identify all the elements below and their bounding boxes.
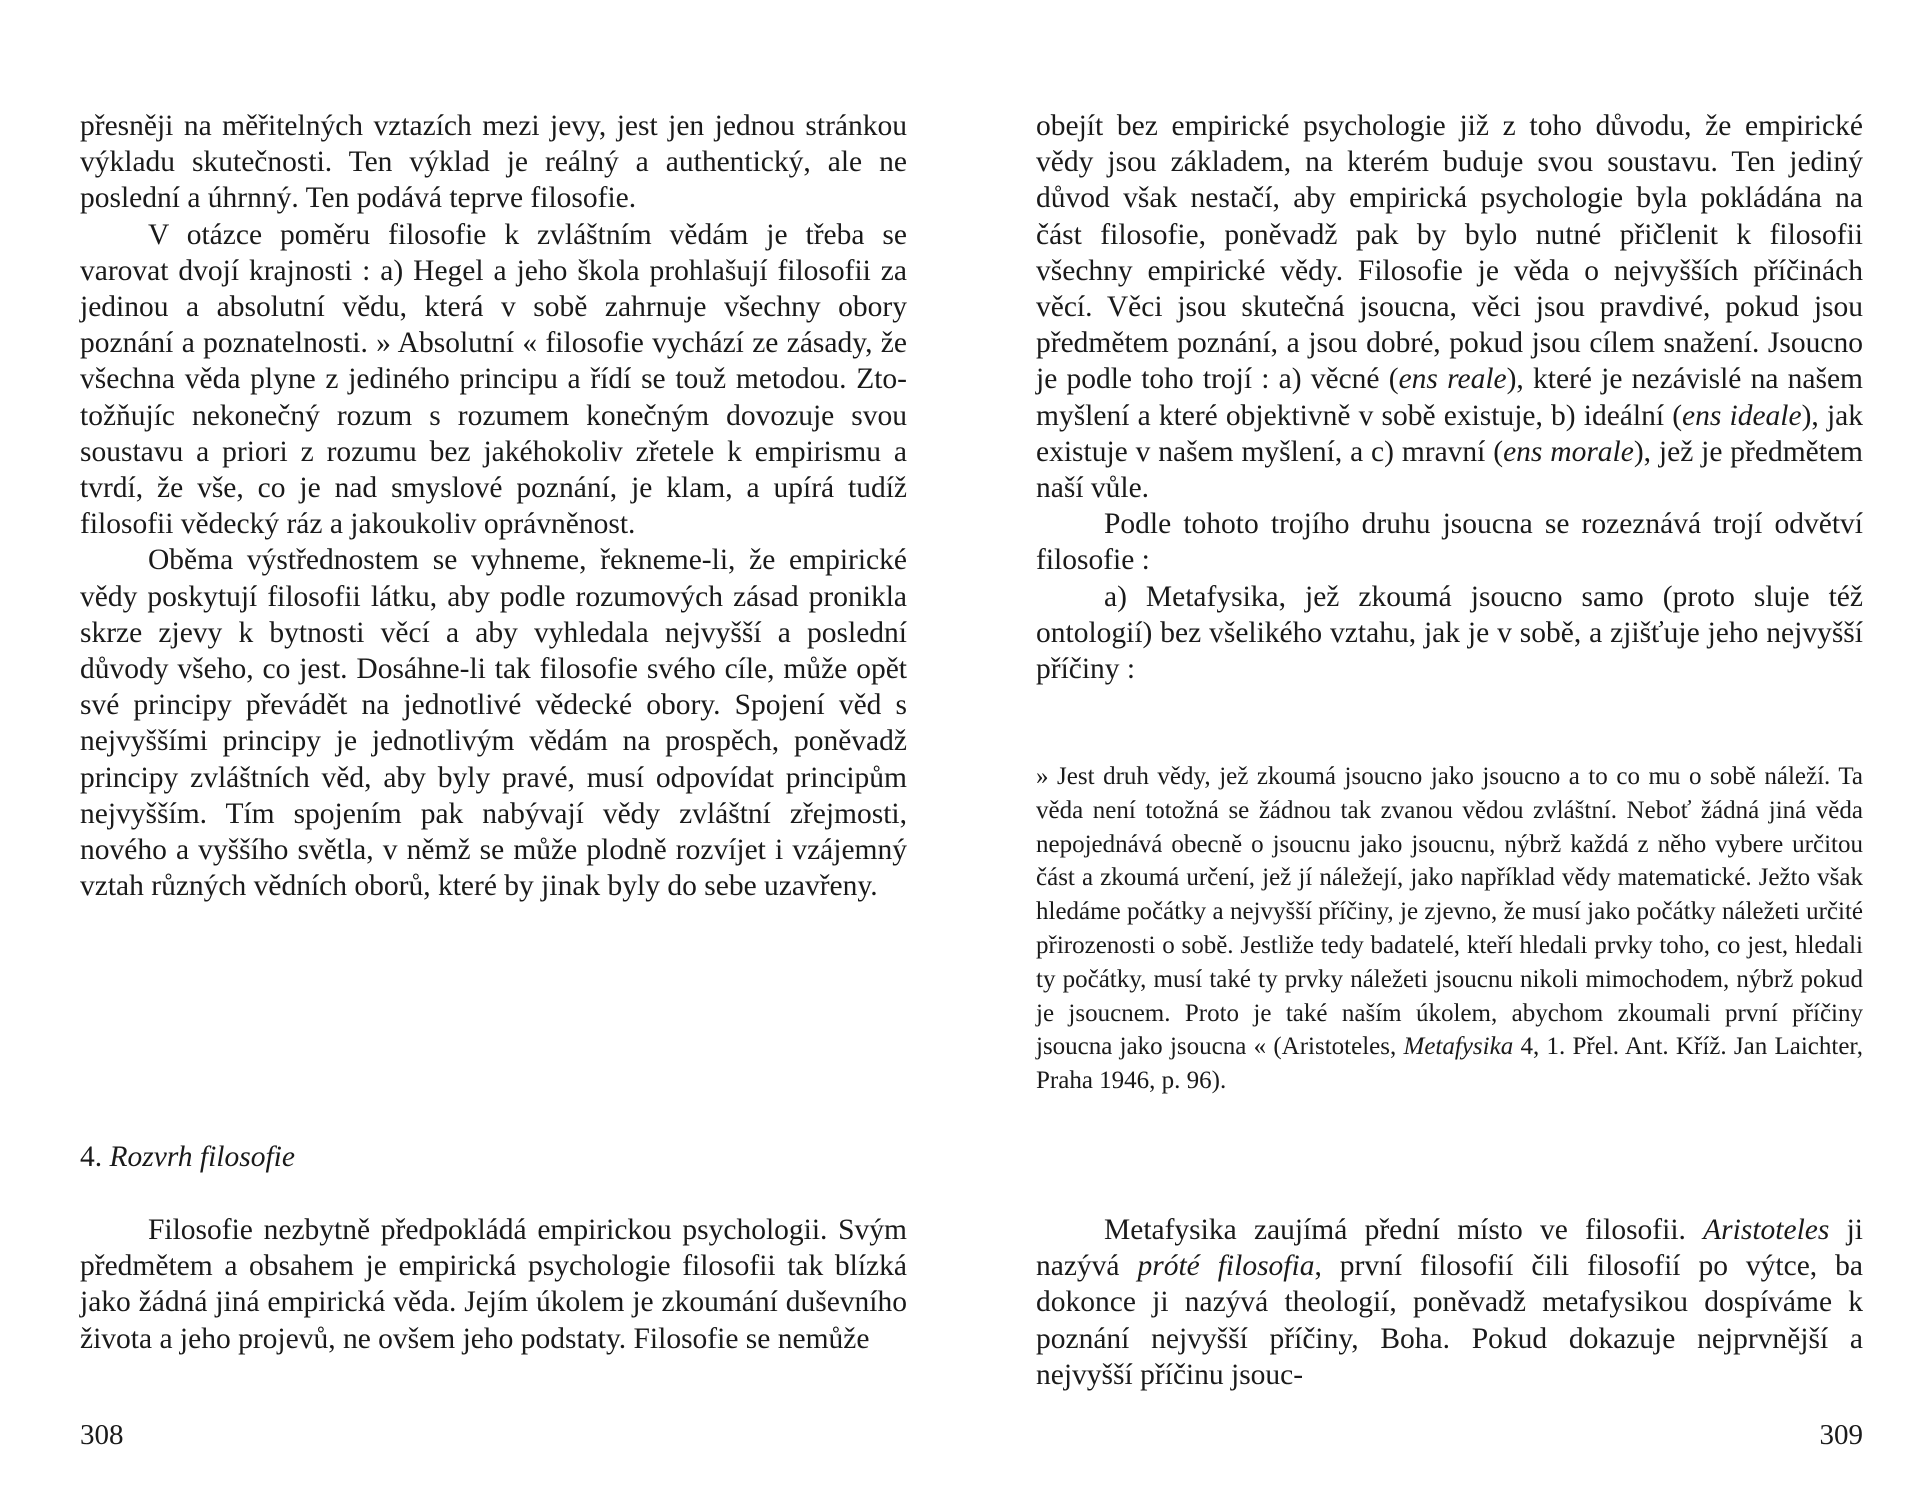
left-body-bottom <box>80 1212 907 1357</box>
text-run: ), jak existuje v našem myšlení, a c) mravní ( <box>1036 399 1863 468</box>
cited-title: Metafysika <box>1403 1033 1514 1061</box>
quote-text <box>1036 760 1863 1098</box>
right-body-top <box>1036 108 1863 687</box>
paragraph: a) Metafysika, jež zkoumá jsoucno samo (proto sluje též ontologií) bez všelikého vztahu, jak je v sobě, a zjišťuje jeho nejvyšší příčiny : <box>1036 580 1863 686</box>
text-run: ), jež je předmětem naší vůle. <box>1036 435 1863 505</box>
right-body-bottom <box>1036 1212 1863 1393</box>
text-run: » Jest druh vědy, jež zkoumá jsoucno jako jsoucno a to co mu o sobě náleží. Ta věda není totožná se žádnou tak zvanou vědou zvláštní. Neboť žádná jiná věda nepojednává obecně o jsoucnu jako jsoucnu, nýbrž každá z něho vybere určitou část a zkoumá určení, jež jí náležejí, jako například vědy matematické. Ježto však hledáme počátky a nejvyšší příčiny, je zjevno, že musí jako počátky náležeti určité přirozenosti o sobě. Jestliže tedy badatelé, kteří hledali prvky toho, co jest, hledali ty počátky, musí také ty prvky náležeti jsoucnu nikoli mimochodem, nýbrž pokud je jsoucnem. Proto je také naším úkolem, abychom zkoumali první příčiny jsoucna jako jsoucna « (Aristoteles, <box>1036 763 1863 1061</box>
text-run: obejít bez empirické psychologie již z toho důvodu, že empirické vědy jsou základem, na kterém buduje svou soustavu. Ten jediný důvod však nestačí, aby empirická psychologie byla pokládána na část filosofie, poněvadž pak by bylo nutné přičlenit k filosofii všechny empirické vědy. Filosofie je věda o nejvyšších příčinách věcí. Věci jsou skutečná jsoucna, věci jsou pravdivé, pokud jsou předmětem poznání, a jsou dobré, pokud jsou cílem snažení. Jsoucno je podle toho trojí : a) věcné ( <box>1036 110 1863 396</box>
block-quote <box>1036 760 1863 1098</box>
left-page <box>80 0 907 1500</box>
greek-term: próté filosofia <box>1137 1250 1315 1283</box>
section-number: 4. <box>80 1141 103 1173</box>
paragraph <box>1036 1212 1863 1393</box>
section-title: Rozvrh filosofie <box>109 1141 295 1173</box>
text-run: , první filosofií čili filosofií po výtce, ba dokonce ji nazývá theologií, poněvadž metafysikou dospíváme k poznání nejvyšší příčiny, Boha. Pokud dokazuje nejprvnější a nejvyšší příčinu jsouc- <box>1036 1250 1863 1391</box>
text-run: 4, 1. Přel. Ant. Kříž. Jan Laichter, Praha 1946, p. 96). <box>1036 1033 1863 1095</box>
text-run: ), které je nezávislé na našem myšlení a které objektivně v sobě existuje, b) ideální ( <box>1036 363 1864 432</box>
paragraph: Filosofie nezbytně předpokládá empirickou psychologii. Svým předmětem a obsahem je empirická psychologie filosofii tak blízká jako žádná jiná empirická věda. Jejím úkolem je zkoumání duševního života a jeho projevů, ne ovšem jeho podstaty. Filosofie se nemůže <box>80 1214 907 1355</box>
latin-term: ens ideale <box>1682 399 1802 432</box>
paragraph: přesněji na měřitelných vztazích mezi jevy, jest jen jednou stránkou výkladu skutečnosti. Ten výklad je reálný a authentický, ale ne poslední a úhrnný. Ten podává teprve filosofie. <box>80 110 907 215</box>
left-body-top <box>80 108 907 904</box>
paragraph: V otázce poměru filosofie k zvláštním vědám je třeba se varovat dvojí krajnosti : a) Hegel a jeho škola prohlašují filosofii za jedinou a absolutní vědu, která v sobě zahrnuje všechny obory poznání a poznatelnosti. » Absolutní « filosofie vychází ze zásady, že všechna věda plyne z jediného principu a řídí se touž metodou. Ztotožňujíc nekonečný rozum s rozumem konečným dovozuje svou soustavu a priori z rozumu bez jakéhokoliv zřetele k empirismu a tvrdí, že vše, co je nad smyslové poznání, je klam, a upírá tudíž filosofii vědecký ráz a jakoukoliv oprávněnost. <box>80 218 907 541</box>
latin-term: ens morale <box>1503 435 1634 468</box>
paragraph: Podle tohoto trojího druhu jsoucna se rozeznává trojí odvětví filosofie : <box>1036 508 1863 577</box>
page-number-right: 309 <box>1819 1419 1863 1451</box>
text-run: Metafysika zaujímá přední místo ve filosofii. <box>1104 1214 1704 1246</box>
text-run: ji nazývá <box>1036 1214 1863 1283</box>
page-number-left: 308 <box>80 1419 124 1451</box>
name-italic: Aristoteles <box>1703 1214 1830 1246</box>
paragraph: Oběma výstřednostem se vyhneme, řekneme-li, že empirické vědy poskytují filosofii látku, aby podle rozumových zásad pronikla skrze zjevy k bytnosti věcí a aby vyhledala nejvyšší a poslední důvody všeho, co jest. Dosáhne-li tak filosofie svého cíle, může opět své principy převádět na jednotlivé vědecké obory. Spojení věd s nejvyššími principy je jednotlivým vědám na prospěch, poněvadž principy zvláštních věd, aby byly pravé, musí odpovídat principům nejvyšším. Tím spojením pak nabývají vědy zvláštní zřejmosti, nového a vyššího světla, v němž se může plodně rozvíjet i vzájemný vztah různých vědních oborů, které by jinak byly do sebe uzavřeny. <box>80 544 907 903</box>
section-heading <box>80 1139 295 1175</box>
right-page <box>1036 0 1863 1500</box>
paragraph <box>1036 108 1863 506</box>
latin-term: ens reale <box>1398 363 1507 396</box>
